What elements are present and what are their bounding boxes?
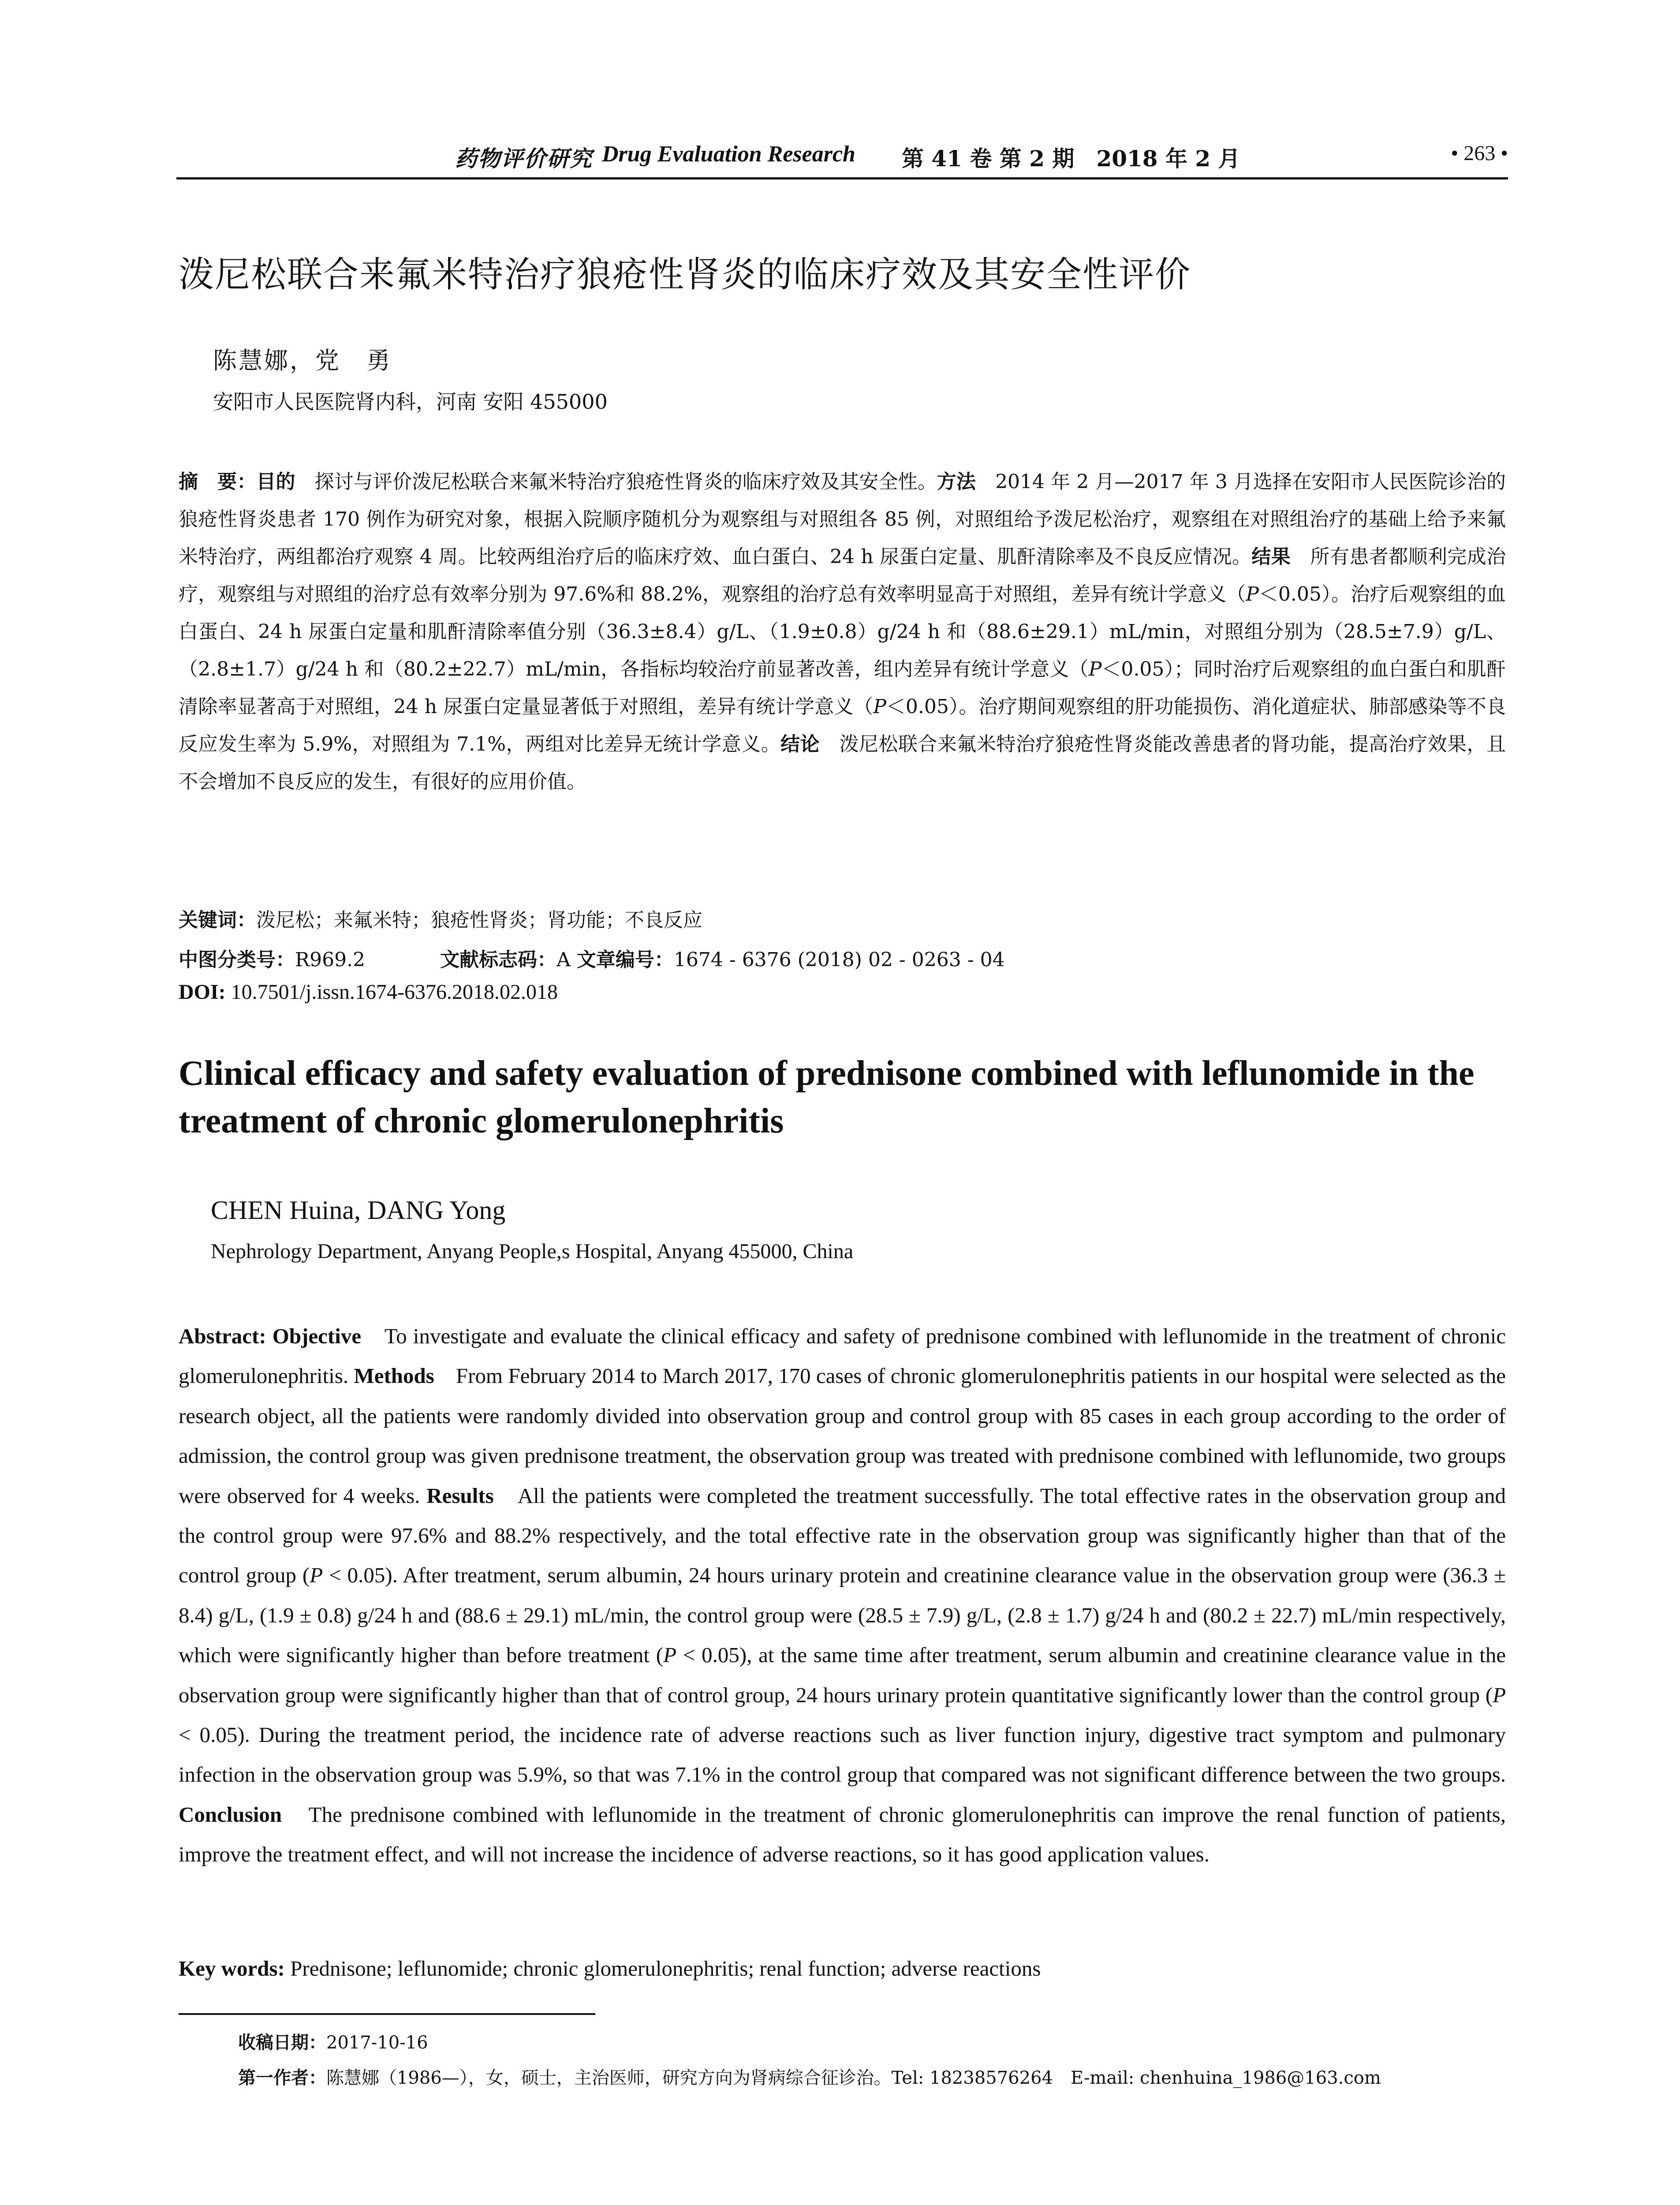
journal-name-cn: 药物评价研究 (455, 146, 593, 172)
results-text-cn-4: ＜0.05）。治疗期间观察组的肝功能损伤、消化道症状、肺部感染等不良反应发生率为 5.9%，对照组为 7.1%，两组对比差异无统计学意义。 (179, 695, 1506, 755)
abstract-label-cn: 摘 要： (179, 471, 257, 493)
results-text-cn-1: 所有患者都顺利完成治疗，观察组与对照组的治疗总有效率分别为 97.6%和 88.2%，观察组的治疗总有效率明显高于对照组，差异有统计学意义（ (179, 546, 1506, 605)
results-text-en-3: < 0.05), at the same time after treatment, serum albumin and creatinine clearance value in the observation group were significantly higher than that of control group, 24 hours urinary protein quantitative significantly lower than the control group ( (179, 1643, 1506, 1707)
results-label-cn: 结果 (1251, 546, 1291, 568)
conclusion-text-en: The prednisone combined with leflunomide in the treatment of chronic glomerulonephritis can improve the renal function of patients, improve the treatment effect, and will not increase the incidence of adverse reactions, so it has good application values. (179, 1802, 1506, 1867)
footnote-rule (179, 2013, 595, 2015)
p-value-symbol: P (1246, 583, 1259, 605)
methods-text-cn: 2014 年 2 月—2017 年 3 月选择在安阳市人民医院诊治的狼疮性肾炎患者 170 例作为研究对象，根据入院顺序随机分为观察组与对照组各 85 例，对照组给予泼尼松治疗，观察组在对照组治疗的基础上给予来氟米特治疗，两组都治疗观察 4 周。比较两组治疗后的临床疗效、血白蛋白、24 h 尿蛋白定量、肌酐清除率及不良反应情况。 (179, 471, 1506, 568)
keywords-en (179, 1956, 1041, 1981)
keywords-text-cn: 泼尼松；来氟米特；狼疮性肾炎；肾功能；不良反应 (256, 909, 702, 931)
first-author-label: 第一作者： (238, 2068, 326, 2088)
affiliation-cn: 安阳市人民医院肾内科，河南 安阳 455000 (213, 390, 608, 414)
page-number: • 263 • (1451, 142, 1508, 165)
authors-cn: 陈慧娜，党 勇 (213, 347, 392, 374)
running-header (176, 141, 1508, 172)
results-text-cn-2: ＜0.05）。治疗后观察组的血白蛋白、24 h 尿蛋白定量和肌酐清除率值分别（36.3±8.4）g/L、（1.9±0.8）g/24 h 和（88.6±29.1）mL/min，对照组分别为（28.5±7.9）g/L、（2.8±1.7）g/24 h 和（80.2±22.7）mL/min，各指标均较治疗前显著改善，组内差异有统计学意义（ (179, 583, 1506, 680)
p-value-symbol: P (873, 695, 886, 718)
doi-line (179, 980, 558, 1004)
results-text-en-1: All the patients were completed the treatment successfully. The total effective rates in the observation group and the control group were 97.6% and 88.2% respectively, and the total effective rate in the observation group was significantly higher than that of the control group ( (179, 1483, 1506, 1588)
results-text-en-4: < 0.05). During the treatment period, the incidence rate of adverse reactions such as liver function injury, digestive tract symptom and pulmonary infection in the observation group was 5.9%, so that was 7.1% in the control group that compared was not significant difference between the two groups. (179, 1723, 1506, 1787)
p-value-symbol: P (1493, 1682, 1506, 1707)
doi-label: DOI: (179, 980, 226, 1004)
conclusion-label-en: Conclusion (179, 1802, 282, 1827)
article-no-value: 1674 - 6376 (2018) 02 - 0263 - 04 (673, 949, 1005, 971)
conclusion-text-cn: 泼尼松联合来氟米特治疗狼疮性肾炎能改善患者的肾功能，提高治疗效果，且不会增加不良反应的发生，有很好的应用价值。 (179, 733, 1506, 793)
conclusion-label-cn: 结论 (780, 733, 820, 755)
journal-name-en: Drug Evaluation Research (602, 142, 855, 167)
doc-code-label: 文献标志码： (440, 949, 557, 971)
header-rule (176, 177, 1508, 179)
doi-value: 10.7501/j.issn.1674-6376.2018.02.018 (225, 980, 558, 1004)
results-text-cn-3: ＜0.05）；同时治疗后观察组的血白蛋白和肌酐清除率显著高于对照组，24 h 尿蛋白定量显著低于对照组，差异有统计学意义（ (179, 658, 1506, 718)
p-value-symbol: P (310, 1563, 323, 1588)
abstract-cn (179, 463, 1506, 800)
classification-line (179, 944, 1005, 972)
title-en: Clinical efficacy and safety evaluation of prednisone combined with leflunomide in the treatment of chronic glomerulonephritis (179, 1054, 1475, 1140)
clc-label: 中图分类号： (179, 949, 295, 971)
keywords-label-en: Key words: (179, 1956, 285, 1981)
objective-text-en: To investigate and evaluate the clinical efficacy and safety of prednisone combined with leflunomide in the treatment of chronic glomerulonephritis. (179, 1324, 1506, 1388)
objective-label-cn: 目的 (256, 471, 295, 493)
p-value-symbol: P (1088, 658, 1102, 680)
received-label: 收稿日期： (238, 2033, 326, 2053)
footnote-author (238, 2064, 1381, 2089)
methods-label-cn: 方法 (937, 471, 976, 493)
affiliation-en: Nephrology Department, Anyang People,s Hospital, Anyang 455000, China (211, 1240, 854, 1263)
keywords-label-cn: 关键词： (179, 909, 256, 931)
results-text-en-2: < 0.05). After treatment, serum albumin, 24 hours urinary protein and creatinine clearance value in the observation group were (36.3 ± 8.4) g/L, (1.9 ± 0.8) g/24 h and (88.6 ± 29.1) mL/min, the control group were (28.5 ± 7.9) g/L, (2.8 ± 1.7) g/24 h and (80.2 ± 22.7) mL/min respectively, which were significantly higher than before treatment ( (179, 1563, 1506, 1667)
first-author-info: 陈慧娜（1986—），女，硕士，主治医师，研究方向为肾病综合征诊治。Tel: 18238576264 E-mail: chenhuina_1986@163.com (326, 2068, 1381, 2088)
footnote-received (238, 2029, 428, 2054)
doc-code-value: A (556, 949, 571, 971)
keywords-cn (179, 904, 702, 932)
abstract-label-en: Abstract: Objective (179, 1324, 362, 1348)
abstract-en (179, 1316, 1506, 1875)
methods-label-en: Methods (354, 1364, 434, 1388)
methods-text-en: From February 2014 to March 2017, 170 cases of chronic glomerulonephritis patients in our hospital were selected as the research object, all the patients were randomly divided into observation group and control group with 85 cases in each group according to the order of admission, the control group was given prednisone treatment, the observation group was treated with prednisone combined with leflunomide, two groups were observed for 4 weeks. (179, 1364, 1506, 1508)
objective-text-cn: 探讨与评价泼尼松联合来氟米特治疗狼疮性肾炎的临床疗效及其安全性。 (295, 471, 937, 493)
p-value-symbol: P (663, 1643, 676, 1667)
authors-en: CHEN Huina, DANG Yong (211, 1196, 506, 1225)
received-date: 2017-10-16 (326, 2033, 428, 2053)
keywords-text-en: Prednisone; leflunomide; chronic glomerulonephritis; renal function; adverse reactions (284, 1956, 1041, 1981)
article-no-label: 文章编号： (576, 949, 674, 971)
clc-value: R969.2 (295, 949, 366, 971)
results-label-en: Results (426, 1483, 494, 1508)
issue-info: 第 41 卷 第 2 期 2018 年 2 月 (902, 146, 1240, 172)
title-cn: 泼尼松联合来氟米特治疗狼疮性肾炎的临床疗效及其安全性评价 (179, 254, 1191, 295)
